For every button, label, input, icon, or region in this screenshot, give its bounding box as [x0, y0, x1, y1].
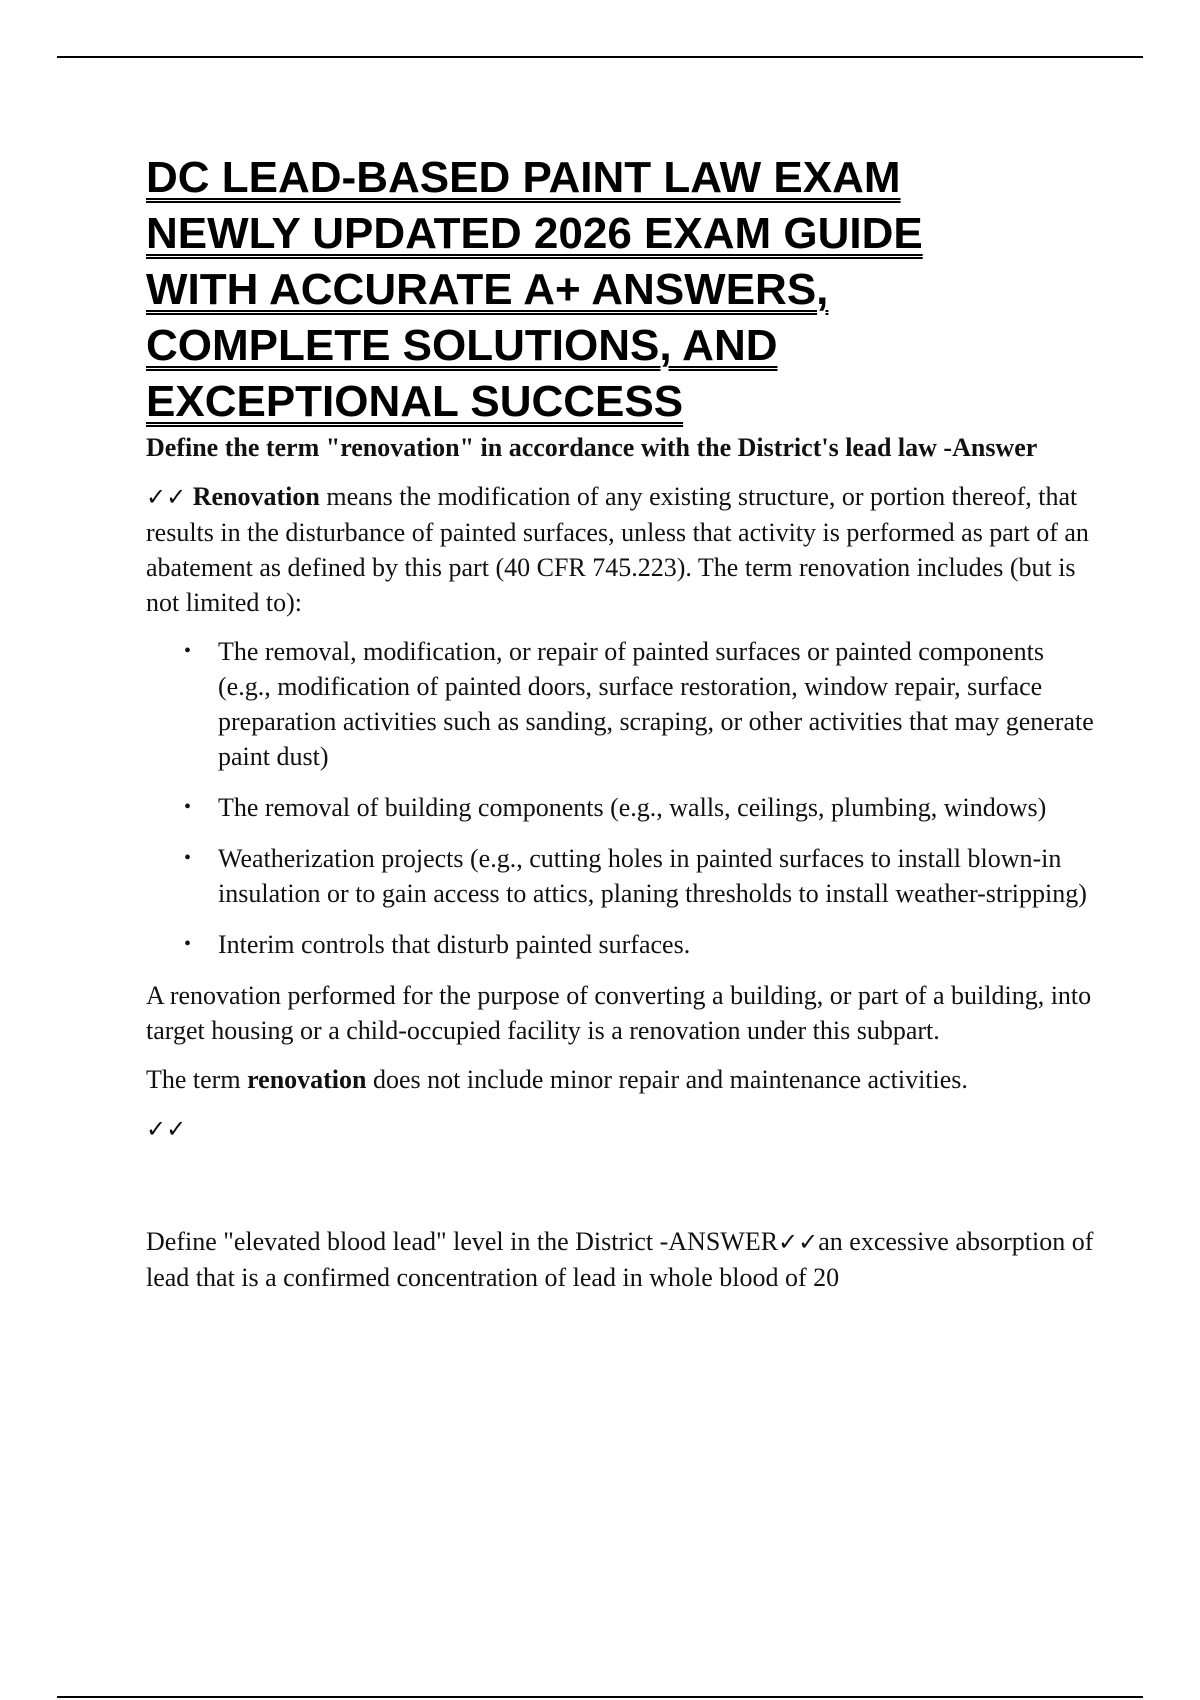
- exclusion-prefix: The term: [146, 1065, 248, 1094]
- checkmark-icon: ✓✓: [146, 1115, 187, 1143]
- term-renovation: Renovation: [192, 482, 320, 511]
- exclusion-suffix: does not include minor repair and maintenance activities.: [366, 1065, 968, 1094]
- top-rule: [57, 56, 1143, 58]
- title-line: EXCEPTIONAL SUCCESS: [146, 377, 684, 426]
- definition-text: means the modification of any existing structure, or portion thereof, that results in the disturbance of painted surfaces, unless that activity is performed as part of an abatement as defined by this part (40 CFR 745.223). The term renovation includes (but is not limited to):: [146, 482, 1089, 617]
- closing-checkmarks: [146, 1111, 1096, 1146]
- list-item: • The removal of building components (e.g., walls, ceilings, plumbing, windows): [218, 790, 1096, 825]
- list-item: • Interim controls that disturb painted surfaces.: [218, 927, 1096, 962]
- title-line: NEWLY UPDATED 2026 EXAM GUIDE: [146, 209, 923, 258]
- list-item: • The removal, modification, or repair of painted surfaces or painted components (e.g., modification of painted doors, surface restoration, window repair, surface preparation activities such as sanding, scraping, or other activities that may generate paint dust): [218, 634, 1096, 774]
- title-line: COMPLETE SOLUTIONS, AND: [146, 321, 778, 370]
- question-2-text: Define "elevated blood lead" level in the District -ANSWER: [146, 1227, 779, 1256]
- answer-1-definition: [146, 479, 1096, 620]
- list-item: • Weatherization projects (e.g., cutting holes in painted surfaces to install blown-in insulation or to gain access to attics, planing thresholds to install weather-stripping): [218, 841, 1096, 911]
- question-1: Define the term "renovation" in accordance with the District's lead law -Answer: [146, 433, 1038, 462]
- question-2: [146, 1224, 1096, 1295]
- answer-2-text: an excessive absorption of lead that is a confirmed concentration of lead in whole blood of 20: [146, 1227, 1094, 1292]
- bottom-rule: [57, 1696, 1143, 1698]
- title-line: WITH ACCURATE A+ ANSWERS,: [146, 265, 829, 314]
- renovation-list: [146, 634, 1096, 962]
- checkmark-icon: ✓✓: [778, 1228, 819, 1256]
- checkmark-icon: ✓✓: [146, 483, 187, 511]
- exclusion-term: renovation: [247, 1065, 367, 1094]
- page-title: [146, 150, 1096, 430]
- exclusion-paragraph: [146, 1062, 1096, 1097]
- document-body: [146, 150, 1096, 1295]
- title-line: DC LEAD-BASED PAINT LAW EXAM: [146, 153, 901, 202]
- conversion-paragraph: A renovation performed for the purpose of converting a building, or part of a building, into target housing or a child-occupied facility is a renovation under this subpart.: [146, 981, 1092, 1045]
